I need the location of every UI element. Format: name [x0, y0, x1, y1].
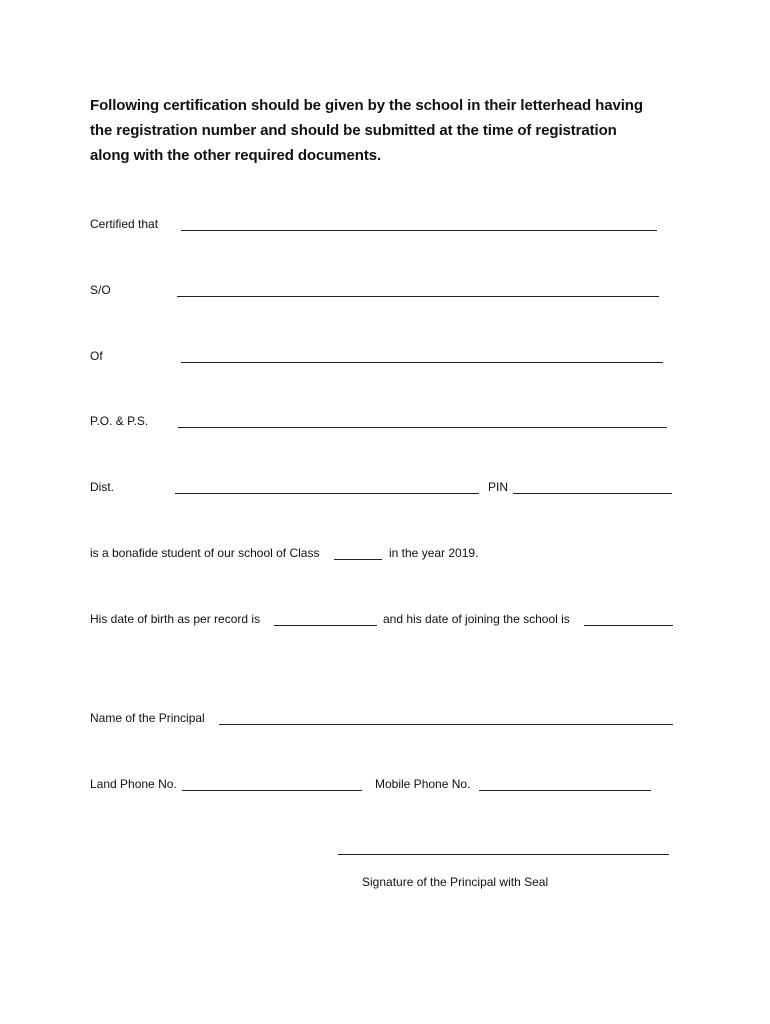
land-phone-blank[interactable] — [182, 790, 362, 791]
principal-name-label: Name of the Principal — [90, 711, 205, 725]
dob-blank[interactable] — [274, 625, 377, 626]
bonafide-prefix: is a bonafide student of our school of Class — [90, 546, 320, 560]
bonafide-suffix: in the year 2019. — [389, 546, 479, 560]
signature-blank[interactable] — [338, 854, 669, 855]
son-of-label: S/O — [90, 283, 111, 297]
dist-label: Dist. — [90, 480, 114, 494]
signature-label: Signature of the Principal with Seal — [362, 875, 549, 889]
po-ps-blank[interactable] — [178, 427, 667, 428]
dob-prefix: His date of birth as per record is — [90, 612, 261, 626]
pin-label: PIN — [488, 480, 509, 494]
land-phone-label: Land Phone No. — [90, 777, 177, 791]
instruction-heading — [90, 93, 690, 168]
heading-line-3: along with the other required documents. — [90, 147, 382, 164]
certified-that-label: Certified that — [90, 217, 159, 231]
pin-blank[interactable] — [513, 493, 672, 494]
certified-that-blank[interactable] — [181, 230, 657, 231]
mobile-phone-label: Mobile Phone No. — [375, 777, 471, 791]
of-label: Of — [90, 349, 103, 363]
heading-line-1: Following certification should be given by the school in their letterhead having — [90, 97, 643, 114]
mobile-phone-blank[interactable] — [479, 790, 651, 791]
po-ps-label: P.O. & P.S. — [90, 414, 149, 428]
dist-blank[interactable] — [175, 493, 479, 494]
class-blank[interactable] — [334, 559, 382, 560]
joining-prefix: and his date of joining the school is — [383, 612, 570, 626]
son-of-blank[interactable] — [177, 296, 659, 297]
heading-line-2: the registration number and should be submitted at the time of registration — [90, 122, 617, 139]
principal-name-blank[interactable] — [219, 724, 673, 725]
joining-blank[interactable] — [584, 625, 673, 626]
of-blank[interactable] — [181, 362, 663, 363]
